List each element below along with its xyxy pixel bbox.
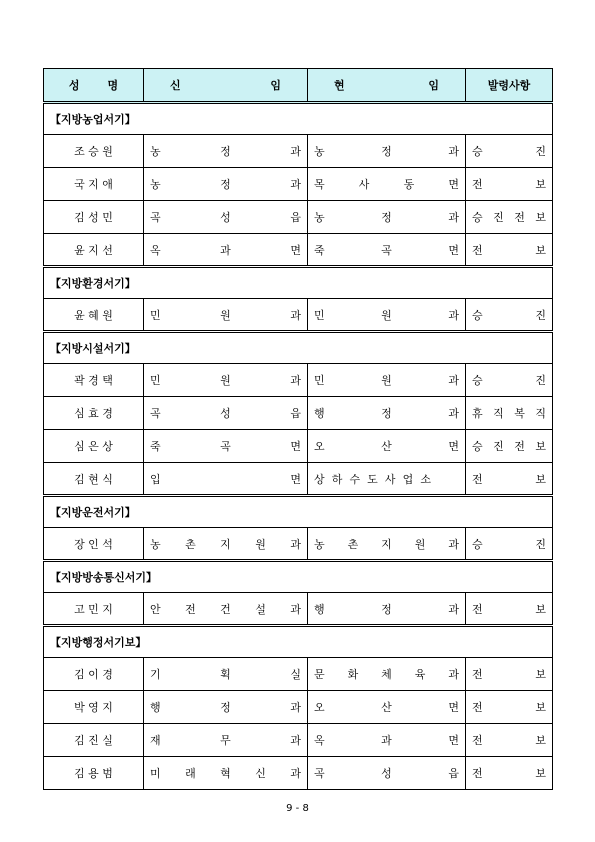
cell-current	[308, 724, 466, 757]
cell-new	[144, 168, 308, 201]
cell-order	[466, 364, 553, 397]
table-row	[44, 430, 553, 463]
cell-name: 조 승 원	[44, 135, 144, 168]
table-row	[44, 463, 553, 496]
cell-new	[144, 593, 308, 626]
header-new-post: 신 임	[144, 69, 308, 103]
cell-order-text: 승 진	[472, 145, 546, 158]
cell-current	[308, 463, 466, 496]
cell-current	[308, 691, 466, 724]
cell-new	[144, 299, 308, 332]
cell-current-text: 오 산 면	[314, 701, 459, 714]
cell-order	[466, 201, 553, 234]
cell-current-text: 옥 과 면	[314, 734, 459, 747]
cell-new	[144, 463, 308, 496]
personnel-table-container	[43, 68, 552, 790]
cell-name: 고 민 지	[44, 593, 144, 626]
table-row	[44, 201, 553, 234]
cell-new-text: 미 래 혁 신 과	[150, 767, 301, 780]
cell-current	[308, 299, 466, 332]
cell-new	[144, 234, 308, 267]
cell-current	[308, 168, 466, 201]
cell-order-text: 전 보	[472, 602, 546, 616]
cell-new	[144, 364, 308, 397]
table-header-row	[44, 69, 553, 103]
table-row	[44, 299, 553, 332]
cell-name: 심 효 경	[44, 397, 144, 430]
cell-new-text: 안 전 건 설 과	[150, 602, 301, 616]
section-title: 【지방환경서기】	[44, 267, 553, 299]
cell-order-text: 승 진	[472, 537, 546, 551]
cell-current	[308, 201, 466, 234]
cell-new	[144, 724, 308, 757]
table-row	[44, 724, 553, 757]
header-order: 발령사항	[466, 69, 553, 103]
cell-current	[308, 135, 466, 168]
cell-name: 장 인 석	[44, 528, 144, 561]
table-row	[44, 397, 553, 430]
section-header-row	[44, 332, 553, 364]
cell-name: 김 성 민	[44, 201, 144, 234]
cell-new-text: 곡 성 읍	[150, 407, 301, 420]
cell-order-text: 전 보	[472, 178, 546, 191]
table-body	[44, 103, 553, 790]
cell-name: 윤 혜 원	[44, 299, 144, 332]
cell-current-text: 행 정 과	[314, 602, 459, 616]
cell-new-text: 행 정 과	[150, 701, 301, 714]
cell-new	[144, 658, 308, 691]
cell-current-text: 농 정 과	[314, 211, 459, 224]
cell-name: 윤 지 선	[44, 234, 144, 267]
cell-new	[144, 201, 308, 234]
cell-new	[144, 757, 308, 790]
cell-current-text: 죽 곡 면	[314, 243, 459, 257]
cell-new-text: 입 면	[150, 472, 301, 486]
cell-order-text: 승 진	[472, 374, 546, 387]
cell-order	[466, 593, 553, 626]
cell-new-text: 기 획 실	[150, 668, 301, 681]
cell-new-text: 재 무 과	[150, 734, 301, 747]
cell-order-text: 전 보	[472, 472, 546, 486]
table-row	[44, 691, 553, 724]
header-name: 성 명	[44, 69, 144, 103]
section-title: 【지방행정서기보】	[44, 626, 553, 658]
cell-new-text: 민 원 과	[150, 374, 301, 387]
section-title: 【지방방송통신서기】	[44, 561, 553, 593]
cell-current-text: 상 하 수 도 사 업 소	[314, 472, 431, 486]
section-header-row	[44, 561, 553, 593]
cell-order	[466, 299, 553, 332]
cell-name: 김 용 범	[44, 757, 144, 790]
cell-new-text: 농 촌 지 원 과	[150, 537, 301, 551]
cell-current-text: 오 산 면	[314, 440, 459, 453]
cell-order	[466, 135, 553, 168]
cell-current-text: 민 원 과	[314, 374, 459, 387]
personnel-table	[43, 68, 553, 790]
cell-new-text: 농 정 과	[150, 178, 301, 191]
cell-order	[466, 691, 553, 724]
section-header-row	[44, 496, 553, 528]
cell-current-text: 농 촌 지 원 과	[314, 537, 459, 551]
cell-new	[144, 691, 308, 724]
table-row	[44, 658, 553, 691]
table-row	[44, 135, 553, 168]
cell-name: 국 지 애	[44, 168, 144, 201]
cell-name: 곽 경 택	[44, 364, 144, 397]
cell-name: 김 현 식	[44, 463, 144, 496]
cell-new	[144, 397, 308, 430]
cell-order	[466, 528, 553, 561]
cell-new-text: 민 원 과	[150, 308, 301, 322]
cell-name: 김 진 실	[44, 724, 144, 757]
cell-new-text: 농 정 과	[150, 145, 301, 158]
cell-order	[466, 757, 553, 790]
header-current-post: 현 임	[308, 69, 466, 103]
table-row	[44, 234, 553, 267]
cell-order-text: 승 진 전 보	[472, 440, 546, 453]
cell-current-text: 문 화 체 육 과	[314, 668, 459, 681]
cell-current	[308, 658, 466, 691]
table-row	[44, 757, 553, 790]
cell-order-text: 전 보	[472, 767, 546, 780]
table-row	[44, 528, 553, 561]
cell-order	[466, 658, 553, 691]
cell-order-text: 전 보	[472, 668, 546, 681]
cell-current-text: 행 정 과	[314, 407, 459, 420]
cell-current	[308, 757, 466, 790]
section-header-row	[44, 267, 553, 299]
cell-current	[308, 364, 466, 397]
table-row	[44, 593, 553, 626]
cell-new	[144, 528, 308, 561]
section-title: 【지방농업서기】	[44, 103, 553, 135]
cell-order-text: 승 진	[472, 308, 546, 322]
cell-new-text: 옥 과 면	[150, 243, 301, 257]
cell-order	[466, 168, 553, 201]
cell-current-text: 곡 성 읍	[314, 767, 459, 780]
cell-current-text: 목 사 동 면	[314, 178, 459, 191]
cell-current	[308, 397, 466, 430]
cell-new-text: 곡 성 읍	[150, 211, 301, 224]
cell-current	[308, 528, 466, 561]
cell-order	[466, 430, 553, 463]
cell-current-text: 민 원 과	[314, 308, 459, 322]
table-row	[44, 168, 553, 201]
section-header-row	[44, 103, 553, 135]
section-title: 【지방운전서기】	[44, 496, 553, 528]
cell-name: 박 영 지	[44, 691, 144, 724]
cell-new	[144, 135, 308, 168]
page-number: 9 - 8	[286, 803, 309, 814]
cell-order	[466, 724, 553, 757]
cell-order	[466, 234, 553, 267]
cell-new	[144, 430, 308, 463]
section-header-row	[44, 626, 553, 658]
cell-order-text: 전 보	[472, 734, 546, 747]
cell-current	[308, 430, 466, 463]
cell-order-text: 승 진 전 보	[472, 211, 546, 224]
cell-current-text: 농 정 과	[314, 145, 459, 158]
cell-current	[308, 593, 466, 626]
cell-order-text: 휴 직 복 직	[472, 407, 546, 420]
cell-order-text: 전 보	[472, 701, 546, 714]
table-row	[44, 364, 553, 397]
cell-name: 김 이 경	[44, 658, 144, 691]
cell-order	[466, 463, 553, 496]
cell-order-text: 전 보	[472, 243, 546, 257]
cell-order	[466, 397, 553, 430]
cell-new-text: 죽 곡 면	[150, 440, 301, 453]
section-title: 【지방시설서기】	[44, 332, 553, 364]
cell-name: 심 은 상	[44, 430, 144, 463]
cell-current	[308, 234, 466, 267]
